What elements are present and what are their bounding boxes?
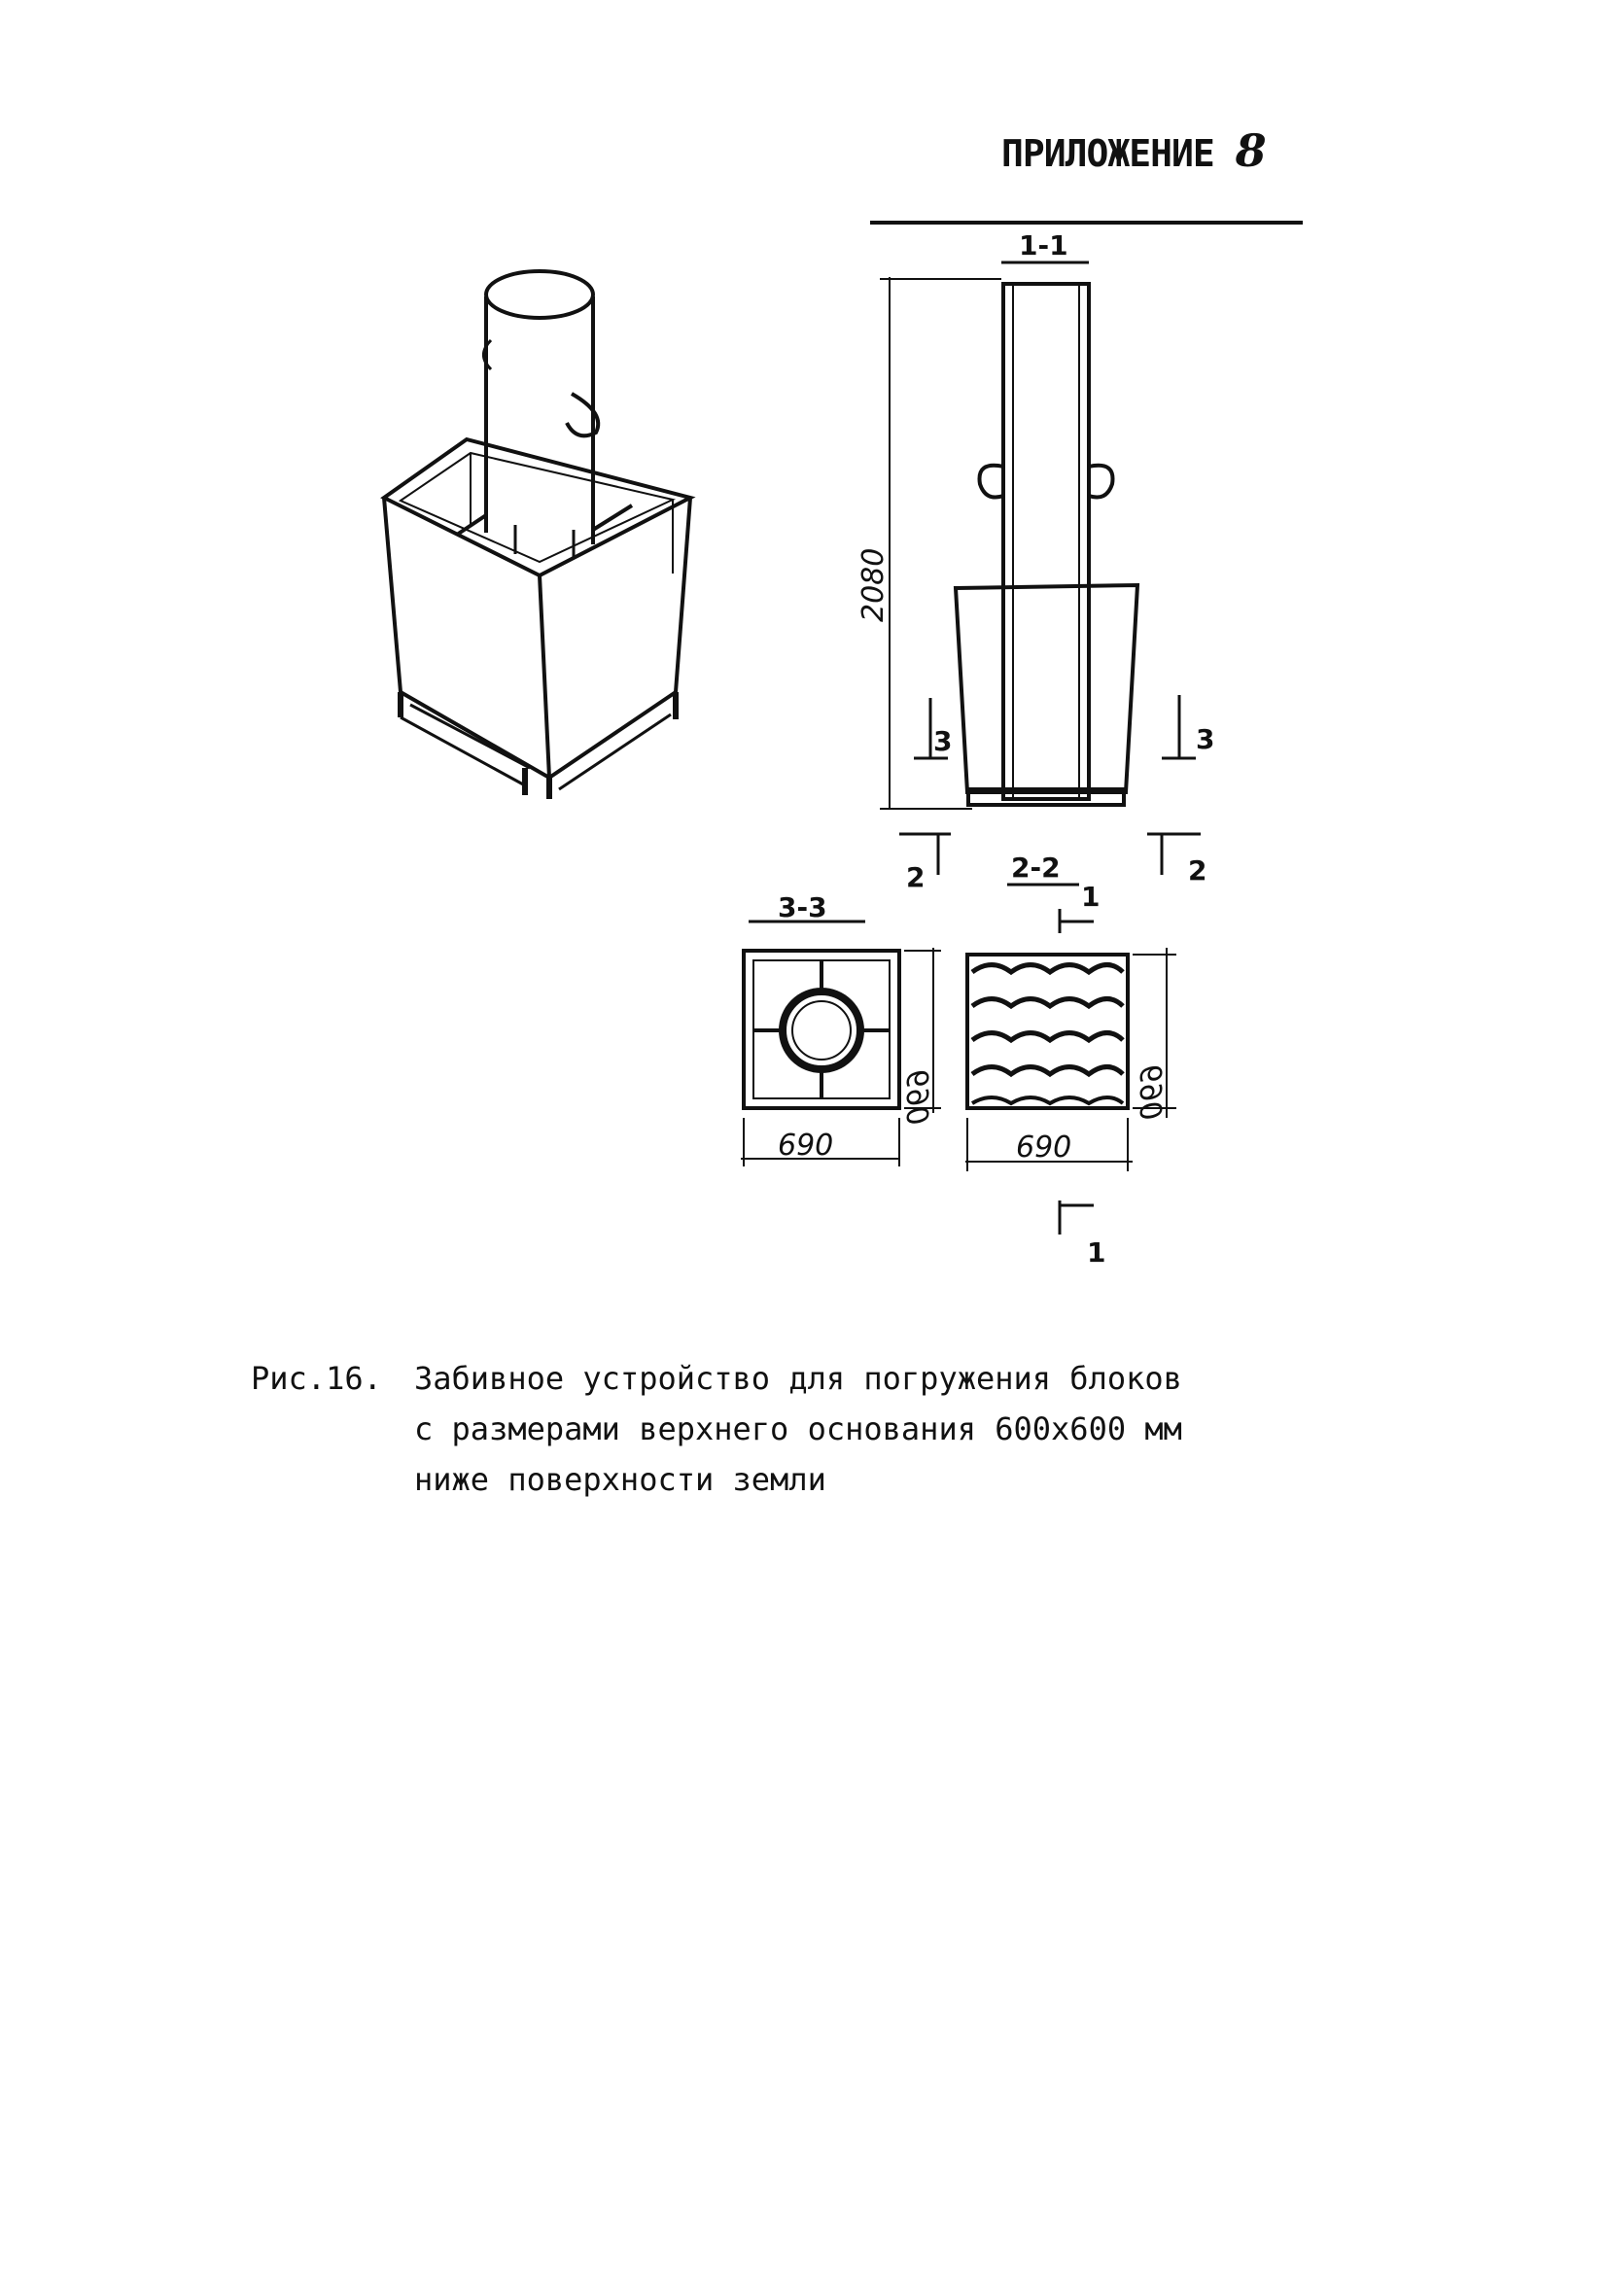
cut-mark-3-right: 3 [1196,723,1215,755]
cut-mark-1-bottom: 1 [1087,1236,1106,1269]
section-3-3-label: 3-3 [778,891,827,923]
isometric-view [384,271,690,799]
appendix-number: 8 [1235,124,1266,177]
section-3-3-width-label: 690 [778,1129,834,1163]
elevation-1-1 [870,223,1303,885]
section-3-3 [741,922,941,1166]
cut-mark-2-right: 2 [1188,854,1207,887]
cut-mark-2-left: 2 [906,861,926,893]
figure-number: Рис.16. [251,1360,382,1397]
section-2-2-width-label: 690 [1016,1131,1072,1165]
appendix-label: ПРИЛОЖЕНИЕ [1001,132,1214,175]
cut-mark-3-left: 3 [933,725,953,757]
height-2080-label: 2080 [856,547,891,622]
section-3-3-height-label: 690 [902,1069,936,1126]
caption-line: с размерами верхнего основания 600х600 мм [414,1410,1182,1447]
cut-mark-1-top: 1 [1081,881,1101,913]
caption-body [414,1353,1328,1505]
caption-line: ниже поверхности земли [414,1461,826,1498]
section-2-2-label: 2-2 [1011,852,1061,884]
section-2-2-height-label: 690 [1136,1064,1170,1121]
caption-line: Забивное устройство для погружения блоков [414,1360,1182,1397]
section-1-1-label: 1-1 [1019,229,1068,261]
